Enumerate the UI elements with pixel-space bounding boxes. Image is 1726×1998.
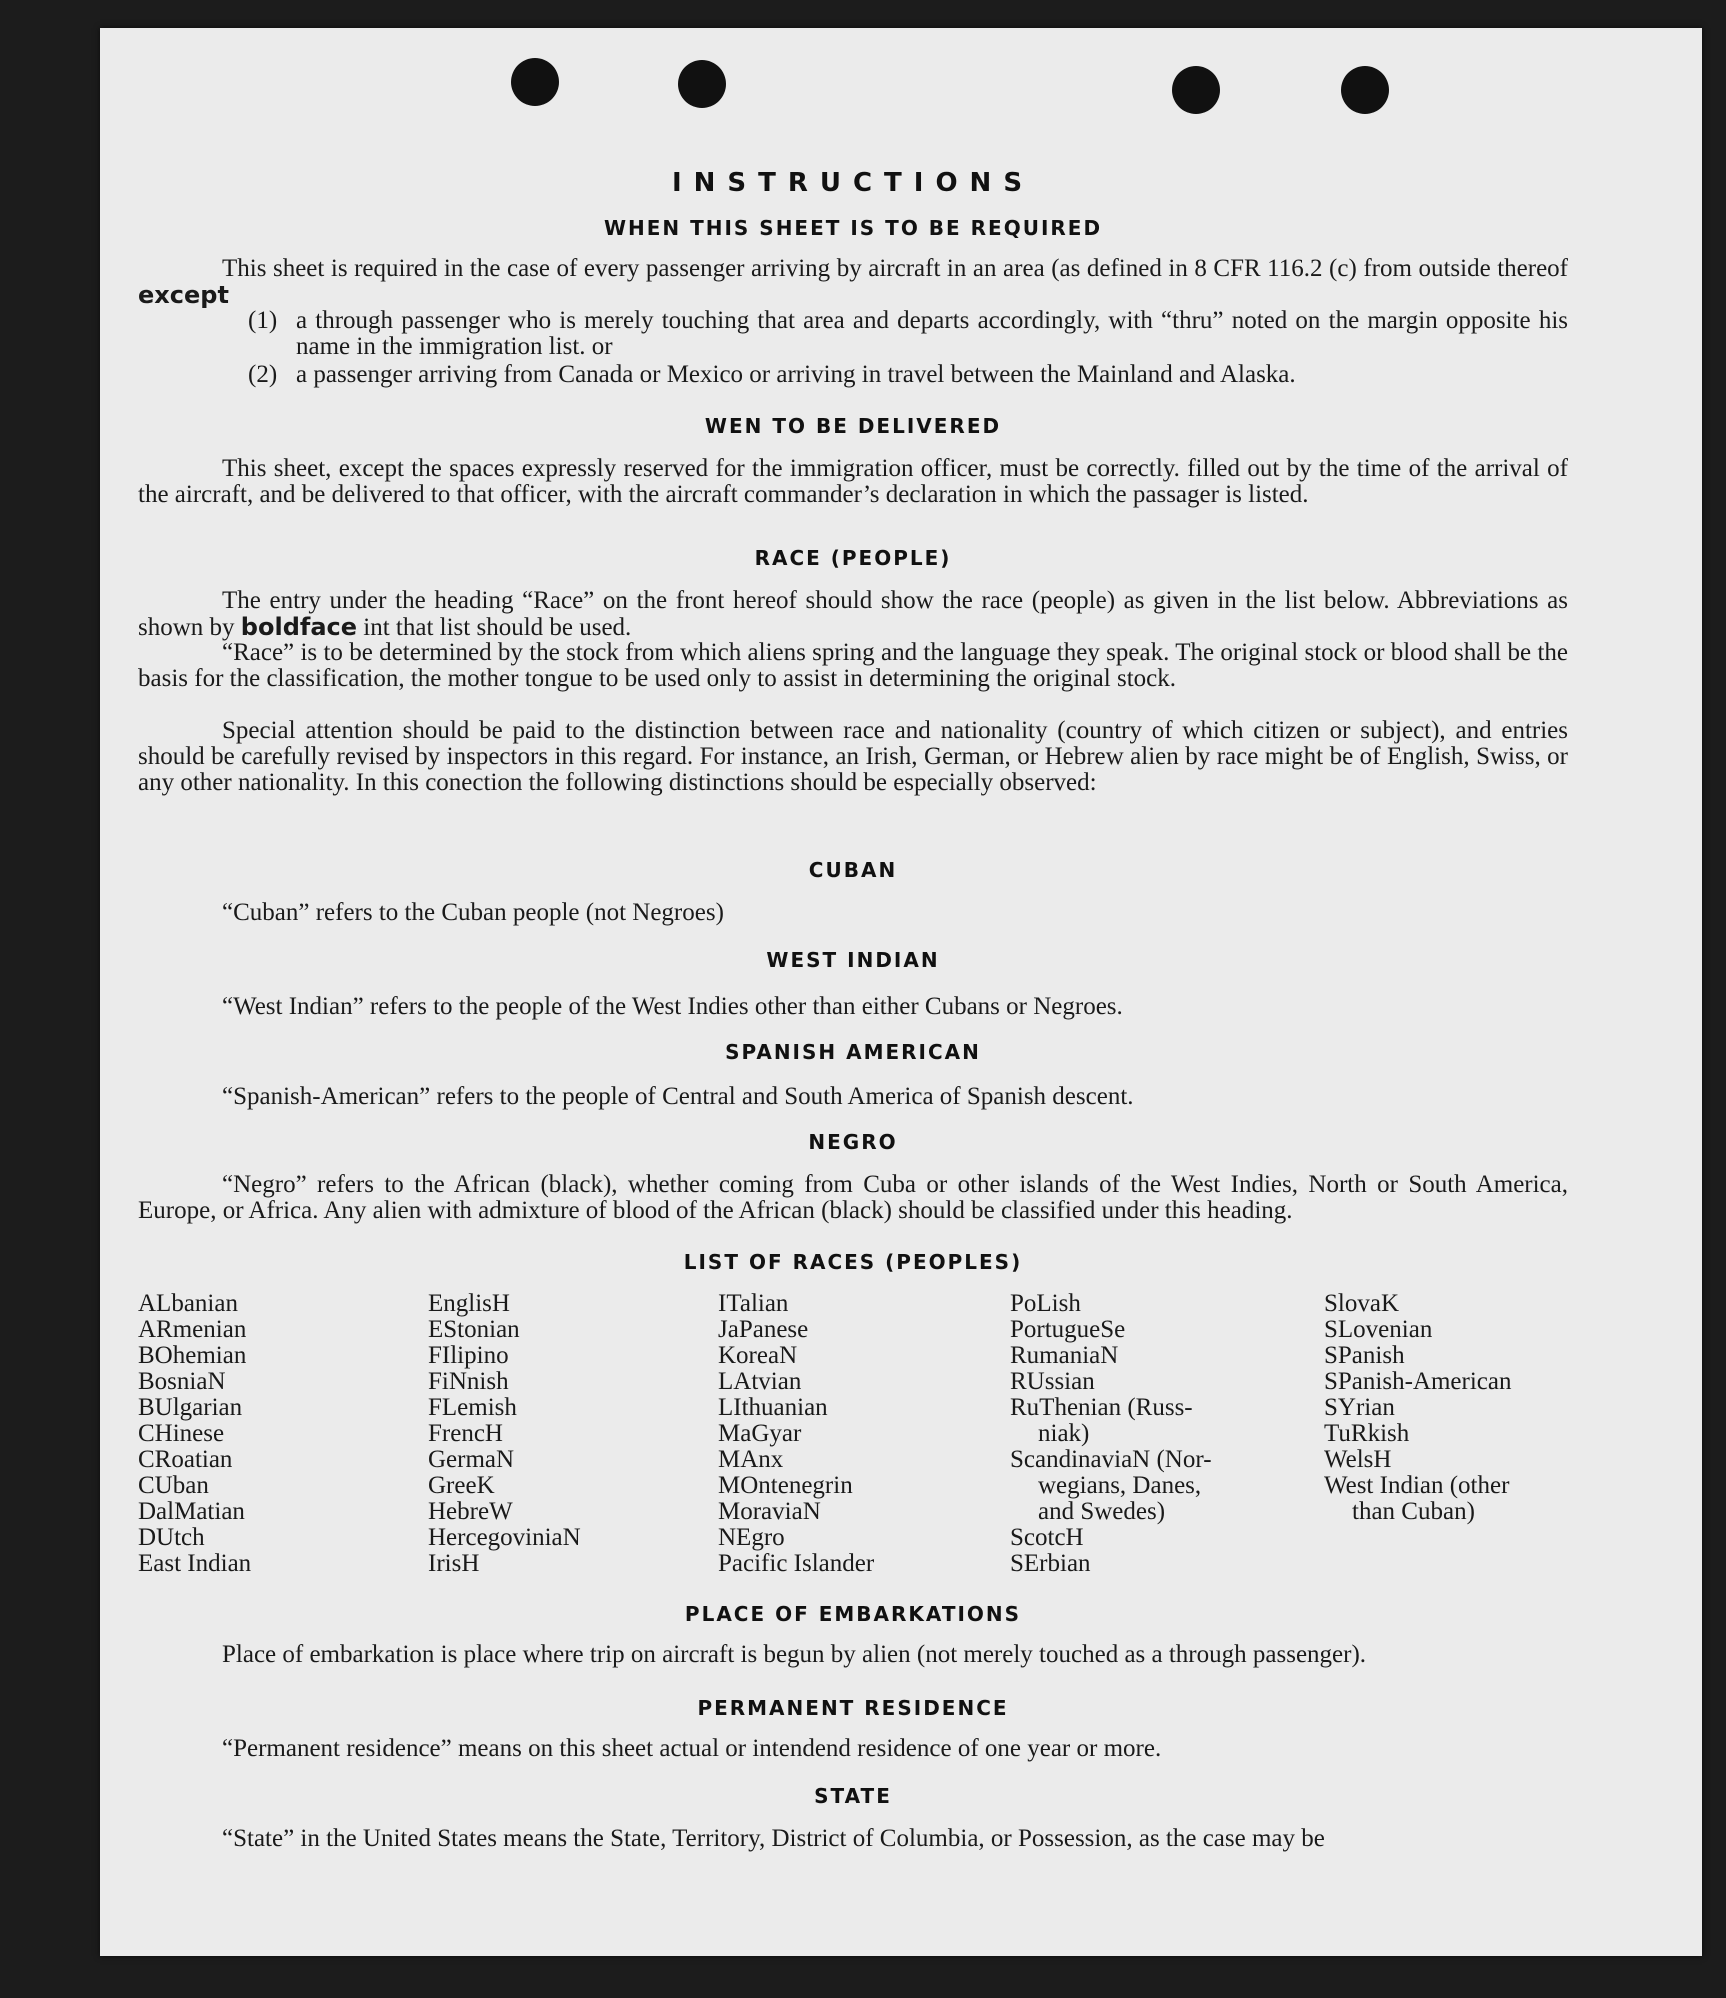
race-list-item: FIlipino xyxy=(428,1342,509,1369)
race-list-item: than Cuban) xyxy=(1352,1498,1475,1525)
heading-list-of-races: LIST OF RACES (PEOPLES) xyxy=(683,1250,1023,1274)
race-list-item: wegians, Danes, xyxy=(1038,1472,1202,1499)
spanish-american-paragraph: “Spanish-American” refers to the people of Central and South America of Spanish descent. xyxy=(222,1083,1134,1110)
race-list-item: FrencH xyxy=(428,1420,503,1447)
race-p1-b: int that list should be used. xyxy=(363,614,632,641)
race-list-item: GermaN xyxy=(428,1446,515,1473)
required-item-2: a passenger arriving from Canada or Mexico or arriving in travel between the Mainland and Alaska. xyxy=(296,361,1296,388)
punch-hole xyxy=(511,58,559,106)
race-list-item: BUlgarian xyxy=(138,1394,243,1421)
race-list-item: CRoatian xyxy=(138,1446,233,1473)
residence-paragraph: “Permanent residence” means on this sheet actual or intendend residence of one year or more. xyxy=(222,1735,1162,1762)
race-list-item: FLemish xyxy=(428,1394,517,1421)
punch-hole xyxy=(1341,66,1389,114)
required-item-1: a through passenger who is merely touching that area and departs accordingly, with “thru” noted on the margin opposite his name in the immigration list. or xyxy=(296,307,1568,360)
race-list-item: RUssian xyxy=(1010,1368,1095,1395)
punch-hole xyxy=(678,60,726,108)
heading-negro: NEGRO xyxy=(808,1130,898,1154)
race-list-item: DUtch xyxy=(138,1524,205,1551)
race-list-column-3 xyxy=(718,1291,874,1577)
heading-cuban: CUBAN xyxy=(808,858,898,882)
heading-permanent-residence: PERMANENT RESIDENCE xyxy=(697,1696,1009,1720)
race-list-item: SPanish-American xyxy=(1324,1368,1512,1395)
race-list-column-1 xyxy=(138,1291,251,1577)
page-title: INSTRUCTIONS xyxy=(671,168,1035,198)
embarkation-paragraph: Place of embarkation is place where trip on aircraft is begun by alien (not merely touched as a through passenger). xyxy=(222,1641,1367,1668)
race-list-item: NEgro xyxy=(718,1524,785,1551)
race-list-item: EStonian xyxy=(428,1316,520,1343)
race-list-item: FiNnish xyxy=(428,1368,509,1395)
heading-state: STATE xyxy=(814,1784,892,1808)
race-list-item: SLovenian xyxy=(1324,1316,1433,1343)
race-list-item: GreeK xyxy=(428,1472,495,1499)
race-list-item: LAtvian xyxy=(718,1368,802,1395)
required-item-2-number: (2) xyxy=(248,361,278,388)
required-lead: This sheet is required in the case of every passenger arriving by aircraft in an area (as defined in 8 CFR 116.2 (c) from outside thereof xyxy=(222,255,1568,282)
heading-race: RACE (PEOPLE) xyxy=(754,546,952,570)
race-list-item: WelsH xyxy=(1324,1446,1392,1473)
cuban-paragraph: “Cuban” refers to the Cuban people (not Negroes) xyxy=(222,899,724,926)
heading-required: WHEN THIS SHEET IS TO BE REQUIRED xyxy=(603,216,1103,240)
heading-west-indian: WEST INDIAN xyxy=(766,948,940,972)
race-list-item: DalMatian xyxy=(138,1498,245,1525)
race-list-item: SYrian xyxy=(1324,1394,1395,1421)
race-list-item: East Indian xyxy=(138,1550,252,1577)
race-list-item: MOntenegrin xyxy=(718,1472,853,1499)
race-list-item: ScotcH xyxy=(1010,1524,1084,1551)
race-list-item: HercegoviniaN xyxy=(428,1524,581,1551)
race-list-item: MAnx xyxy=(718,1446,784,1473)
race-list-item: ALbanian xyxy=(138,1290,238,1317)
document-page xyxy=(100,28,1702,1956)
race-list-item: ScandinaviaN (Nor- xyxy=(1010,1446,1212,1473)
heading-embarkation: PLACE OF EMBARKATIONS xyxy=(684,1602,1022,1626)
heading-delivered: WEN TO BE DELIVERED xyxy=(704,414,1002,438)
race-list-item: ARmenian xyxy=(138,1316,247,1343)
required-item-1-number: (1) xyxy=(248,307,278,334)
race-list-column-5 xyxy=(1324,1291,1511,1525)
race-list-item: niak) xyxy=(1038,1420,1090,1447)
delivered-paragraph: This sheet, except the spaces expressly reserved for the immigration officer, must be correctly. filled out by the time of the arrival of the aircraft, and be delivered to that officer, with the aircraft commander’s declaration in which the passager is listed. xyxy=(138,455,1568,508)
race-list-item: ITalian xyxy=(718,1290,789,1317)
race-list-item: RumaniaN xyxy=(1010,1342,1119,1369)
race-list-item: PortugueSe xyxy=(1010,1316,1126,1343)
race-list-item: BosniaN xyxy=(138,1368,226,1395)
race-paragraph-3: Special attention should be paid to the distinction between race and nationality (country of which citizen or subject), and entries should be carefully revised by inspectors in this regard. For instance, an Irish, German, or Hebrew alien by race might be of English, Swiss, or any other nationality. In this conection the following distinctions should be especially observed: xyxy=(138,717,1568,796)
race-list-column-4 xyxy=(1010,1291,1212,1577)
race-list-item: IrisH xyxy=(428,1550,480,1577)
west-indian-paragraph: “West Indian” refers to the people of the West Indies other than either Cubans or Negroes. xyxy=(222,993,1123,1020)
race-list-item: CHinese xyxy=(138,1420,225,1447)
race-list-item: LIthuanian xyxy=(718,1394,828,1421)
race-list-item: RuThenian (Russ- xyxy=(1010,1394,1193,1421)
race-list-item: BOhemian xyxy=(138,1342,247,1369)
race-list-item: and Swedes) xyxy=(1038,1498,1166,1525)
race-list-item: Pacific Islander xyxy=(718,1550,875,1577)
race-list-item: EnglisH xyxy=(428,1290,510,1317)
required-except: except xyxy=(138,281,229,309)
race-list-item: SlovaK xyxy=(1324,1290,1399,1317)
race-list-item: TuRkish xyxy=(1324,1420,1410,1447)
negro-paragraph: “Negro” refers to the African (black), whether coming from Cuba or other islands of the West Indies, North or South America, Europe, or Africa. Any alien with admixture of blood of the African (black) should be classified under this heading. xyxy=(138,1171,1568,1224)
race-list-column-2 xyxy=(428,1291,581,1577)
race-list-item: CUban xyxy=(138,1472,209,1499)
race-list-item: HebreW xyxy=(428,1498,513,1525)
race-list-item: West Indian (other xyxy=(1324,1472,1510,1499)
race-list-item: MoraviaN xyxy=(718,1498,821,1525)
punch-hole xyxy=(1172,66,1220,114)
race-list-item: SPanish xyxy=(1324,1342,1405,1369)
state-paragraph: “State” in the United States means the State, Territory, District of Columbia, or Possession, as the case may be xyxy=(222,1825,1325,1852)
heading-spanish-american: SPANISH AMERICAN xyxy=(725,1040,981,1064)
race-paragraph-2: “Race” is to be determined by the stock from which aliens spring and the language they speak. The original stock or blood shall be the basis for the classification, the mother tongue to be used only to assist in determining the original stock. xyxy=(138,639,1568,692)
required-paragraph xyxy=(138,256,1568,309)
race-paragraph-1 xyxy=(138,588,1568,641)
race-list-item: KoreaN xyxy=(718,1342,798,1369)
race-list-item: SErbian xyxy=(1010,1550,1091,1577)
race-list-item: PoLish xyxy=(1010,1290,1081,1317)
race-p1-boldface: boldface xyxy=(240,613,358,641)
race-list-item: JaPanese xyxy=(718,1316,809,1343)
race-p1-a: The entry under the heading “Race” on the front hereof should show the race (people) as given in the list below. Abbreviations as shown by xyxy=(138,587,1568,641)
race-list-item: MaGyar xyxy=(718,1420,802,1447)
